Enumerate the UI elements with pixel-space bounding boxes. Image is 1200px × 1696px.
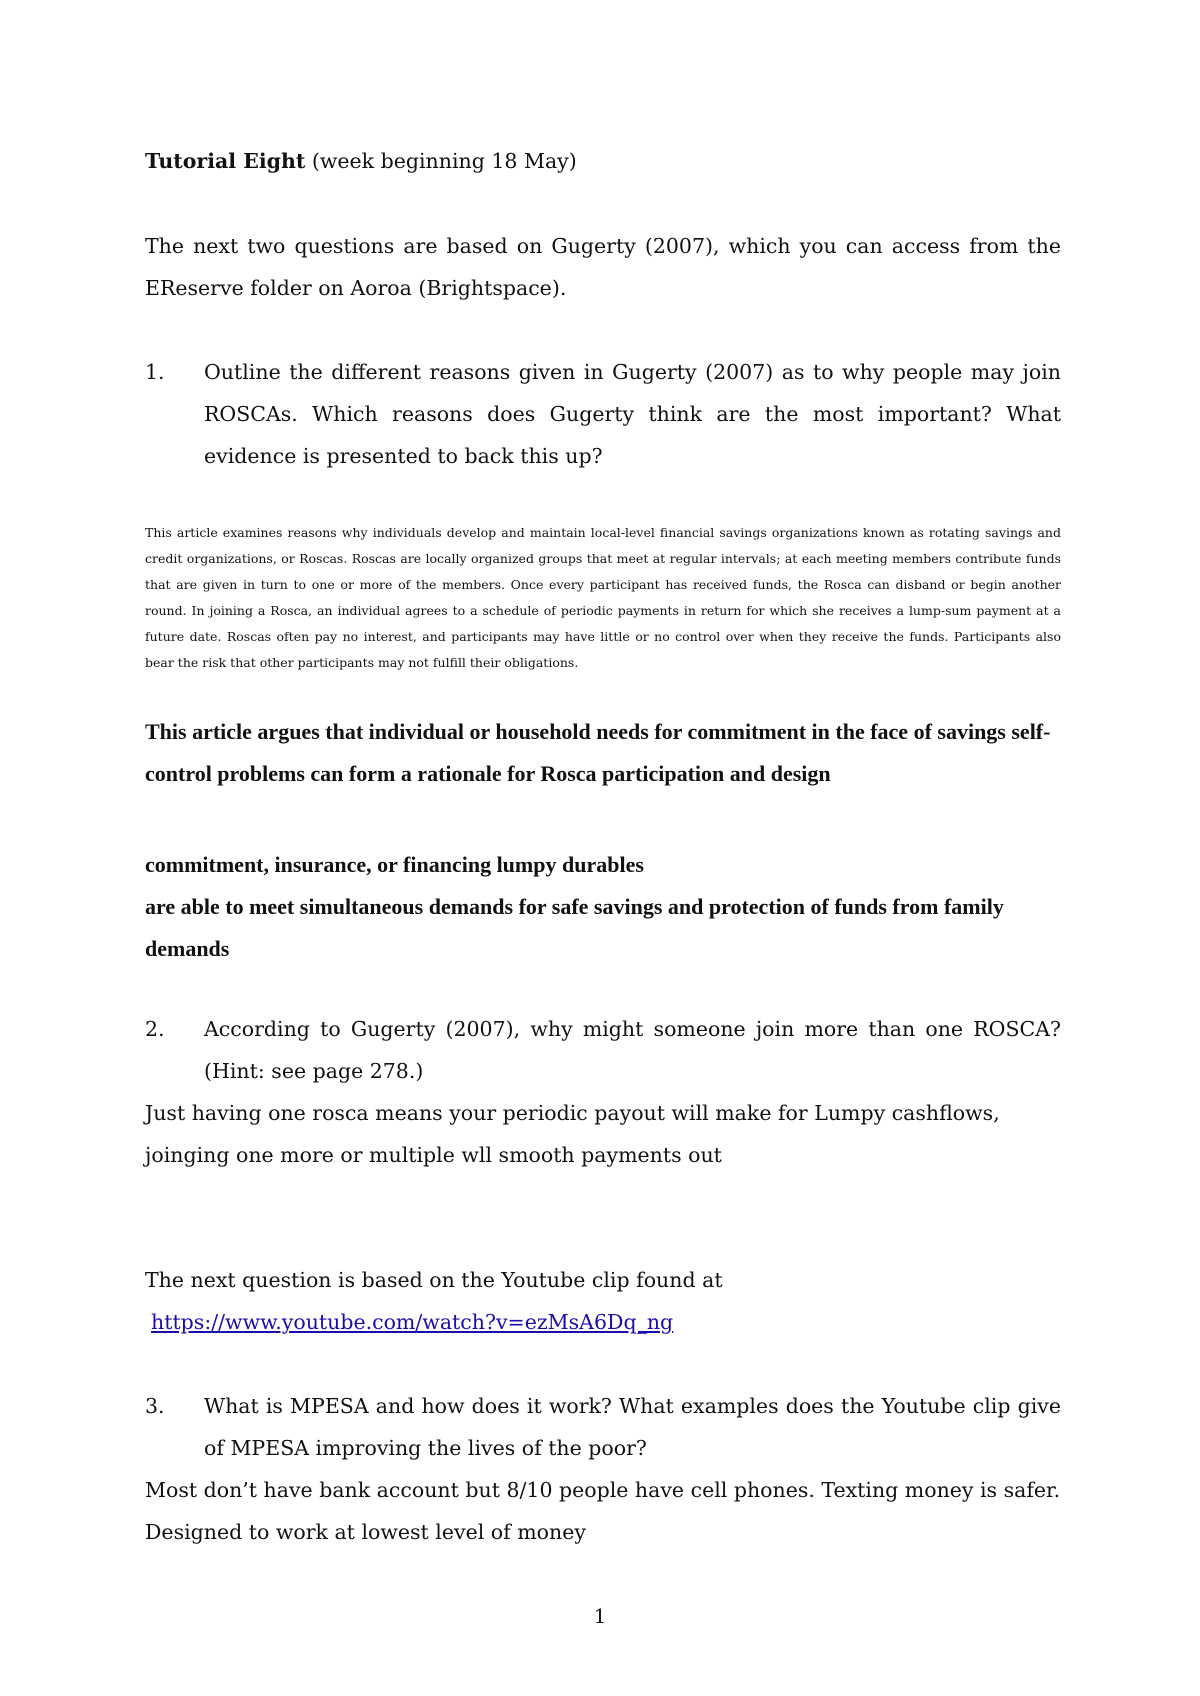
- question-2-text: According to Gugerty (2007), why might someone join more than one ROSCA? (Hint: see page 278.): [204, 1017, 1061, 1083]
- question-1-text: Outline the different reasons given in Gugerty (2007) as to why people may join ROSCAs. Which reasons does Gugerty think are the most important? What evidence is presented to back this up?: [204, 360, 1061, 468]
- question-3-number: 3.: [145, 1394, 165, 1418]
- note-reasons-line-1: commitment, insurance, or financing lumpy durables: [145, 852, 644, 877]
- abstract-paragraph: This article examines reasons why individuals develop and maintain local-level financial savings organizations known as rotating savings and credit organizations, or Roscas. Roscas are locally organized groups that meet at regular intervals; at each meeting members contribute funds that are given in turn to one or more of the members. Once every participant has received funds, the Rosca can disband or begin another round. In joining a Rosca, an individual agrees to a schedule of periodic payments in return for which she receives a lump-sum payment at a future date. Roscas often pay no interest, and participants may have little or no control over when they receive the funds. Participants also bear the risk that other participants may not fulfill their obligations.: [145, 525, 1061, 670]
- question-2-number: 2.: [145, 1017, 165, 1041]
- note-reasons-line-2: are able to meet simultaneous demands for safe savings and protection of funds from family demands: [145, 894, 1004, 961]
- question-1: [145, 351, 1061, 477]
- page-number: 1: [593, 1604, 607, 1628]
- intro-paragraph: The next two questions are based on Gugerty (2007), which you can access from the EReserve folder on Aoroa (Brightspace).: [145, 234, 1061, 300]
- tutorial-title-rest: (week beginning 18 May): [305, 149, 577, 173]
- answer-3: [145, 1469, 1061, 1553]
- note-reasons: [145, 844, 1075, 970]
- question-1-number: 1.: [145, 360, 165, 384]
- question-3: [145, 1385, 1061, 1469]
- youtube-link[interactable]: https://www.youtube.com/watch?v=ezMsA6Dq_ng: [151, 1310, 674, 1334]
- answer-3-line-2: Designed to work at lowest level of money: [145, 1520, 586, 1544]
- youtube-link-line: [145, 1301, 1061, 1343]
- answer-3-line-1: Most don’t have bank account but 8/10 people have cell phones. Texting money is safer.: [145, 1478, 1061, 1502]
- tutorial-title-bold: Tutorial Eight: [145, 149, 306, 173]
- youtube-intro: The next question is based on the Youtube clip found at: [145, 1268, 723, 1292]
- tutorial-title: [145, 140, 1061, 182]
- question-3-text: What is MPESA and how does it work? What examples does the Youtube clip give of MPESA improving the lives of the poor?: [204, 1394, 1061, 1460]
- note-commitment-argument: This article argues that individual or household needs for commitment in the face of savings self-control problems can form a rationale for Rosca participation and design: [145, 719, 1051, 786]
- question-2: [145, 1008, 1061, 1092]
- answer-2: Just having one rosca means your periodic payout will make for Lumpy cashflows, joinging one more or multiple wll smooth payments out: [145, 1101, 1000, 1167]
